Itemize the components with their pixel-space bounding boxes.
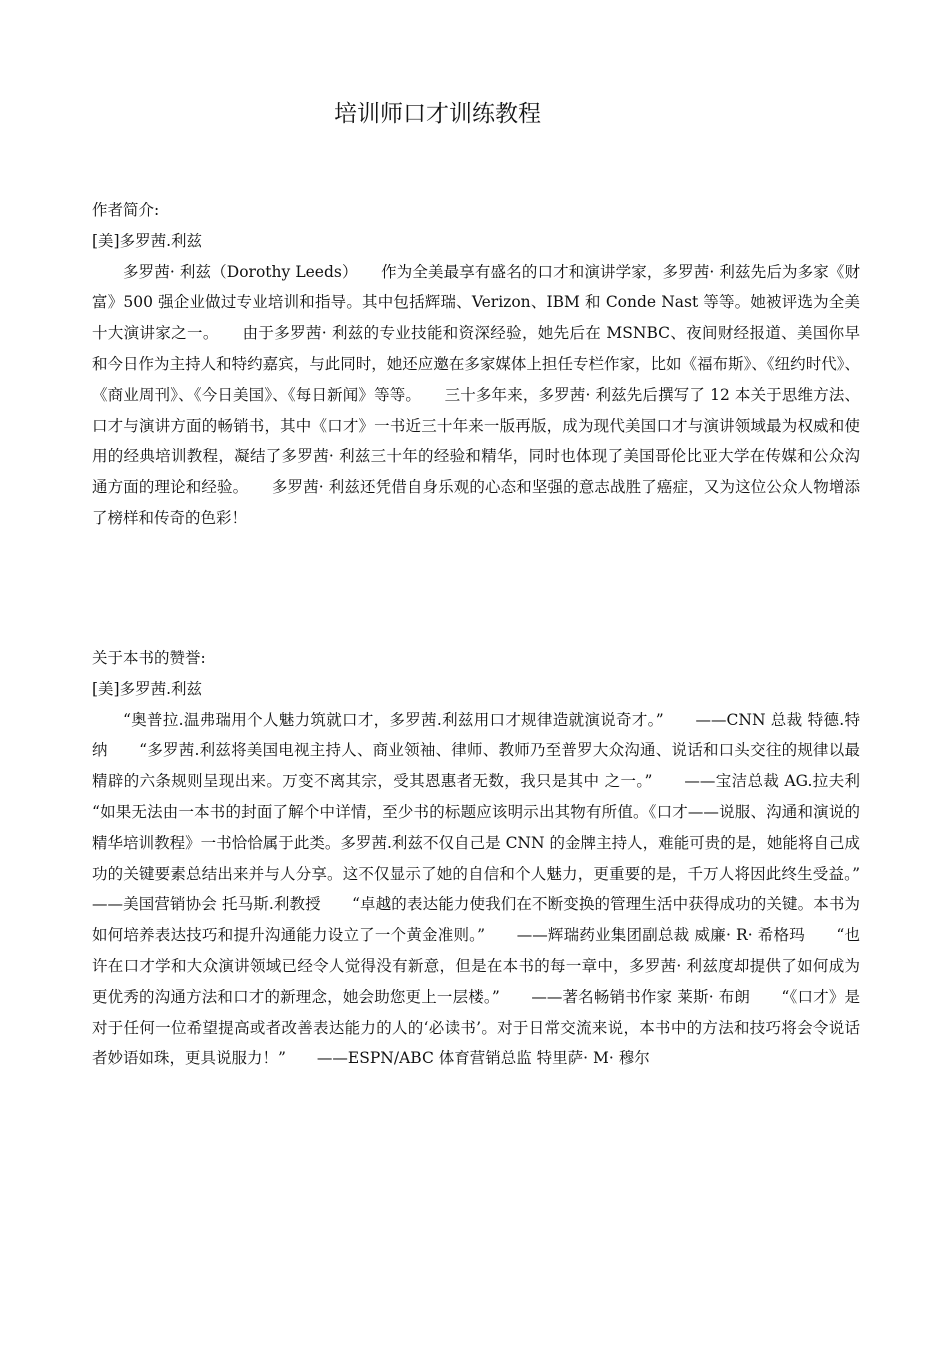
praise-author-name: [美]多罗茜.利兹 — [92, 679, 203, 698]
praise-section-heading: 关于本书的赞誉: — [92, 649, 206, 667]
praise-section — [92, 643, 892, 1074]
page-title: 培训师口才训练教程 — [334, 101, 541, 127]
author-section — [92, 195, 860, 534]
author-section-heading: 作者简介: — [92, 201, 160, 219]
praise-text: “奥普拉.温弗瑞用个人魅力筑就口才，多罗茜.利兹用口才规律造就演说奇才。” ——CNN 总裁 特德.特纳 “多罗茜.利兹将美国电视主持人、商业领袖、律师、教师乃至普罗大众沟通、说话和口头交往的规律以最精辟的六条规则呈现出来。万变不离其宗，受其恩惠者无数，我只是其中 之一。” ——宝洁总裁 AG.拉夫利 “如果无法由一本书的封面了解个中详情，至少书的标题应该明示出其物有所值。《口才——说服、沟通和演说的精华培训教程》一书恰恰属于此类。多罗茜.利兹不仅自己是 CNN 的金牌主持人，难能可贵的是，她能将自己成功的关键要素总结出来并与人分享。这不仅显示了她的自信和个人魅力，更重要的是，千万人将因此终生受益。” ——美国营销协会 托马斯.利教授 “卓越的表达能力使我们在不断变换的管理生活中获得成功的关键。本书为如何培养表达技巧和提升沟通能力设立了一个黄金准则。” ——辉瑞药业集团副总裁 威廉· R· 希格玛 “也许在口才学和大众演讲领域已经令人觉得没有新意，但是在本书的每一章中，多罗茜· 利兹度却提供了如何成为更优秀的沟通方法和口才的新理念，她会助您更上一层楼。” ——著名畅销书作家 莱斯· 布朗 “《口才》是对于任何一位希望提高或者改善表达能力的人的‘必读书’。对于日常交流来说，本书中的方法和技巧将会令说话者妙语如珠，更具说服力！” ——ESPN/ABC 体育营销总监 特里萨· M· 穆尔 — [92, 710, 892, 1068]
author-bio: 多罗茜· 利兹（Dorothy Leeds） 作为全美最享有盛名的口才和演讲学家，多罗茜· 利兹先后为多家《财富》500 强企业做过专业培训和指导。其中包括辉瑞、Verizon、IBM 和 Conde Nast 等等。她被评选为全美十大演讲家之一。 由于多罗茜· 利兹的专业技能和资深经验，她先后在 MSNBC、夜间财经报道、美国你早和今日作为主持人和特约嘉宾，与此同时，她还应邀在多家媒体上担任专栏作家，比如《福布斯》、《纽约时代》、《商业周刊》、《今日美国》、《每日新闻》等等。 三十多年来，多罗茜· 利兹先后撰写了 12 本关于思维方法、口才与演讲方面的畅销书，其中《口才》一书近三十年来一版再版，成为现代美国口才与演讲领域最为权威和使用的经典培训教程，凝结了多罗茜· 利兹三十年的经验和精华，同时也体现了美国哥伦比亚大学在传媒和公众沟通方面的理论和经验。 多罗茜· 利兹还凭借自身乐观的心态和坚强的意志战胜了癌症，又为这位公众人物增添了榜样和传奇的色彩！ — [92, 262, 860, 527]
author-name: [美]多罗茜.利兹 — [92, 231, 203, 250]
